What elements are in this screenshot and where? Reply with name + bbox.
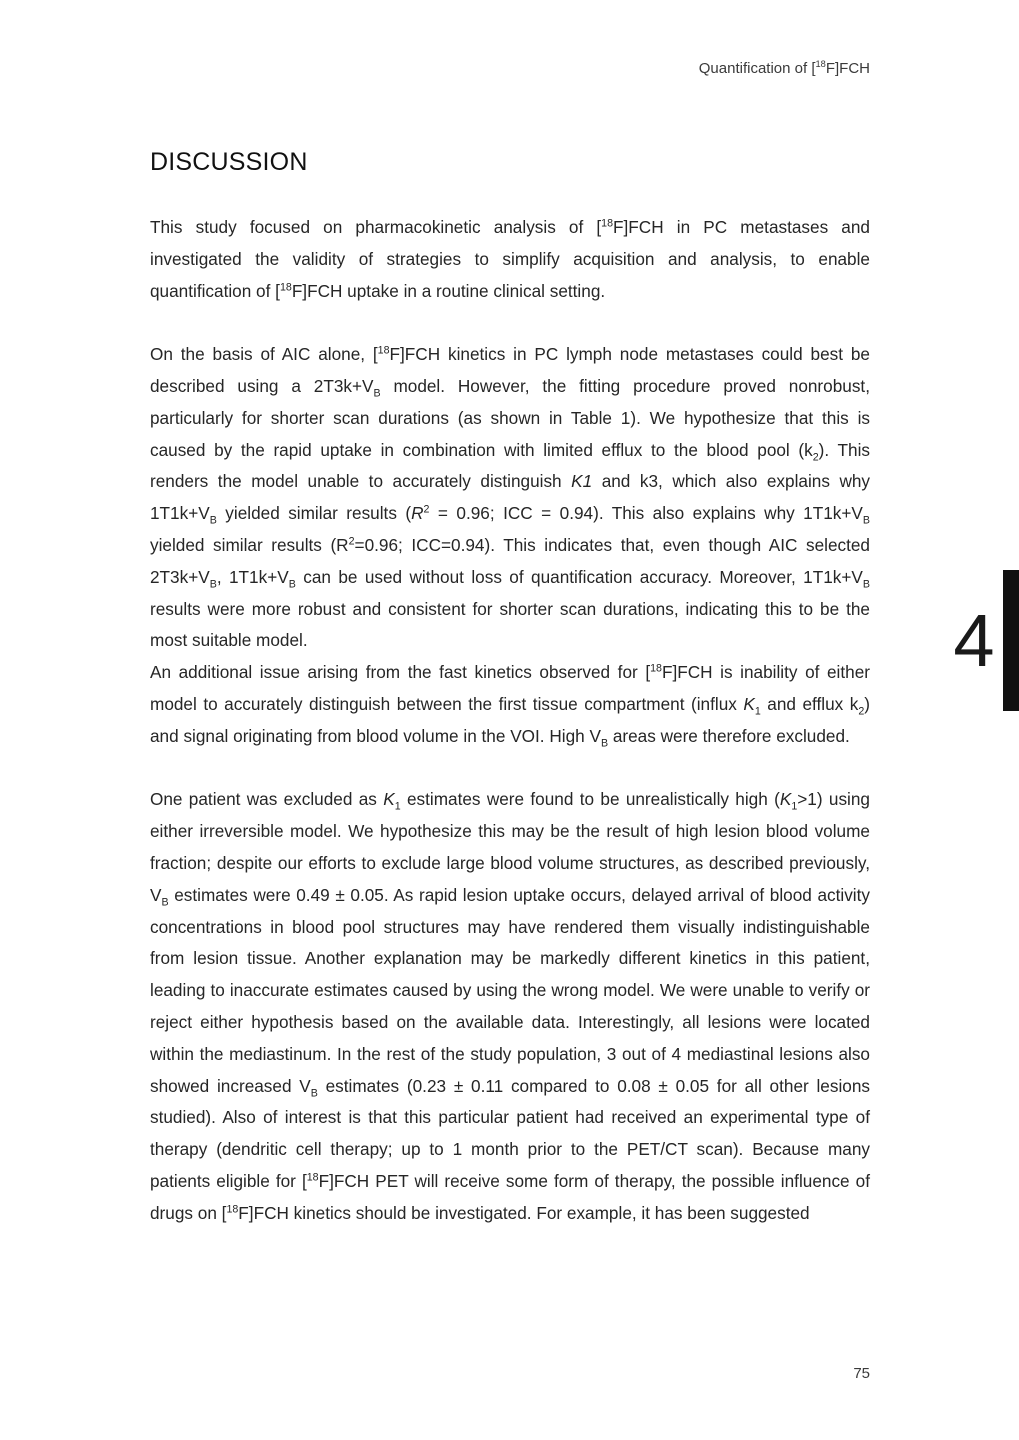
page-number: 75 xyxy=(853,1365,870,1382)
chapter-number: 4 xyxy=(953,599,995,682)
chapter-tab-marker xyxy=(1003,570,1019,711)
running-header: Quantification of [$^{18}$F]FCH xyxy=(698,59,870,77)
body-text xyxy=(150,212,870,1230)
paragraph-1: This study focused on pharmacokinetic analysis of [$^{18}$F]FCH in PC metastases and investigated the validity of strategies to simplify acquisition and analysis, to enable quantification of [$^{18}$F]FCH uptake in a routine clinical setting. xyxy=(150,217,870,301)
paragraph-3: An additional issue arising from the fast kinetics observed for [$^{18}$F]FCH is inability of either model to accurately distinguish between the first tissue compartment (influx $K_1$ and efflux $k_2$) and signal originating from blood volume in the VOI. High $V_B$ areas were therefore excluded. xyxy=(150,662,870,750)
section-title: DISCUSSION xyxy=(150,148,308,176)
paragraph-2: On the basis of AIC alone, [$^{18}$F]FCH kinetics in PC lymph node metastases could best be described using a $2T3k+V_B$ model. However, the fitting procedure proved nonrobust, particularly for shorter scan durations (as shown in Table 1). We hypothesize that this is caused by the rapid uptake in combination with limited efflux to the blood pool $(k_2)$. This renders the model unable to accurately distinguish K1 and k3, which also explains why $1T1k+V_B$ yielded similar results ($R^2 = 0.96$; ICC = 0.94). This also explains why $1T1k+V_B$ yielded similar results ($R^2=0.96$; ICC=0.94). This indicates that, even though AIC selected $2T3k+V_B$, $1T1k+V_B$ can be used without loss of quantification accuracy. Moreover, $1T1k+V_B$ results were more robust and consistent for shorter scan durations, indicating this to be the most suitable model. xyxy=(150,344,871,651)
paragraph-4: One patient was excluded as $K_1$ estimates were found to be unrealistically high $(K_1>1)$ using either irreversible model. We hypothesize this may be the result of high lesion blood volume fraction; despite our efforts to exclude large blood volume structures, as described previously, $V_B$ estimates were 0.49 ± 0.05. As rapid lesion uptake occurs, delayed arrival of blood activity concentrations in blood pool structures may have rendered them visually indistinguishable from lesion tissue. Another explanation may be markedly different kinetics in this patient, leading to inaccurate estimates caused by using the wrong model. We were unable to verify or reject either hypothesis based on the available data. Interestingly, all lesions were located within the mediastinum. In the rest of the study population, 3 out of 4 mediastinal lesions also showed increased $V_B$ estimates (0.23 ± 0.11 compared to 0.08 ± 0.05 for all other lesions studied). Also of interest is that this particular patient had received an experimental type of therapy (dendritic cell therapy; up to 1 month prior to the PET/CT scan). Because many patients eligible for [$^{18}$F]FCH PET will receive some form of therapy, the possible influence of drugs on [$^{18}$F]FCH kinetics should be investigated. For example, it has been suggested xyxy=(150,789,870,1223)
